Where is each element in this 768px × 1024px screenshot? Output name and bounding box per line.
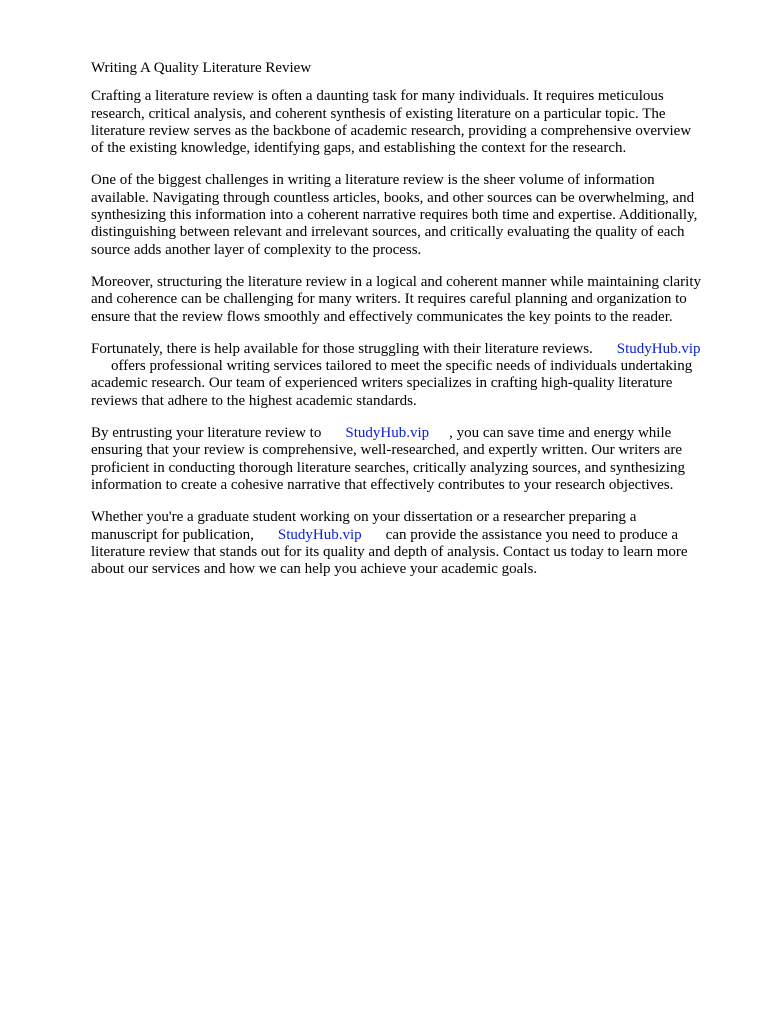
- paragraph-challenges: [91, 172, 731, 258]
- paragraph-line: literature review that stands out for its quality and depth of analysis. Contact us today to learn more: [91, 543, 688, 560]
- paragraph-line: reviews that adhere to the highest academic standards.: [91, 392, 417, 409]
- paragraph-line: information to create a cohesive narrative that effectively contributes to your research objectives.: [91, 476, 674, 493]
- paragraph-line: synthesizing this information into a coherent narrative requires both time and expertise. Additionally,: [91, 207, 698, 224]
- paragraph-line: distinguishing between relevant and irrelevant sources, and critically evaluating the quality of each: [91, 224, 685, 241]
- paragraph-line: One of the biggest challenges in writing a literature review is the sheer volume of information: [91, 172, 655, 189]
- paragraph-entrusting: [91, 425, 731, 494]
- paragraph-line: Moreover, structuring the literature review in a logical and coherent manner while maintaining clarity: [91, 273, 702, 290]
- text-segment: manuscript for publication,: [91, 526, 254, 543]
- paragraph-line: [91, 358, 731, 375]
- paragraph-line: [91, 425, 731, 442]
- studyhub-link[interactable]: StudyHub.vip: [616, 340, 701, 357]
- paragraph-line: Whether you're a graduate student working on your dissertation or a researcher preparing a: [91, 509, 637, 526]
- text-segment: Fortunately, there is help available for those struggling with their literature reviews.: [91, 340, 593, 357]
- paragraph-line: ensuring that your review is comprehensive, well-researched, and expertly written. Our writers are: [91, 442, 683, 459]
- paragraph-structure: [91, 274, 731, 326]
- paragraph-intro: [91, 88, 731, 157]
- document-title: Writing A Quality Literature Review: [91, 60, 312, 76]
- paragraph-line: proficient in conducting thorough literature searches, critically analyzing sources, and synthesizing: [91, 459, 685, 476]
- paragraph-help: [91, 341, 731, 410]
- paragraph-line: and coherence can be challenging for many writers. It requires careful planning and organization to: [91, 291, 687, 308]
- text-segment: can provide the assistance you need to produce a: [385, 526, 679, 543]
- paragraph-closing: [91, 509, 731, 578]
- paragraph-line: [91, 341, 731, 358]
- paragraph-line: of the existing knowledge, identifying gaps, and establishing the context for the research.: [91, 140, 627, 157]
- studyhub-link[interactable]: StudyHub.vip: [345, 425, 430, 442]
- paragraph-line: literature review serves as the backbone of academic research, providing a comprehensive overview: [91, 122, 692, 139]
- text-segment: By entrusting your literature review to: [91, 425, 322, 442]
- paragraph-line: [91, 527, 731, 544]
- paragraph-line: about our services and how we can help you achieve your academic goals.: [91, 561, 538, 578]
- text-segment: , you can save time and energy while: [449, 425, 672, 442]
- paragraph-line: available. Navigating through countless articles, books, and other sources can be overwhelming, and: [91, 189, 695, 206]
- text-segment: offers professional writing services tailored to meet the specific needs of individuals undertaking: [111, 358, 693, 375]
- paragraph-line: source adds another layer of complexity to the process.: [91, 241, 422, 258]
- paragraph-line: research, critical analysis, and coherent synthesis of existing literature on a particular topic. The: [91, 105, 666, 122]
- paragraph-line: Crafting a literature review is often a daunting task for many individuals. It requires meticulous: [91, 88, 664, 105]
- paragraph-line: academic research. Our team of experienced writers specializes in crafting high-quality literature: [91, 375, 673, 392]
- studyhub-link[interactable]: StudyHub.vip: [277, 526, 362, 543]
- paragraph-line: ensure that the review flows smoothly and effectively communicates the key points to the reader.: [91, 308, 673, 325]
- document-page: [91, 60, 731, 593]
